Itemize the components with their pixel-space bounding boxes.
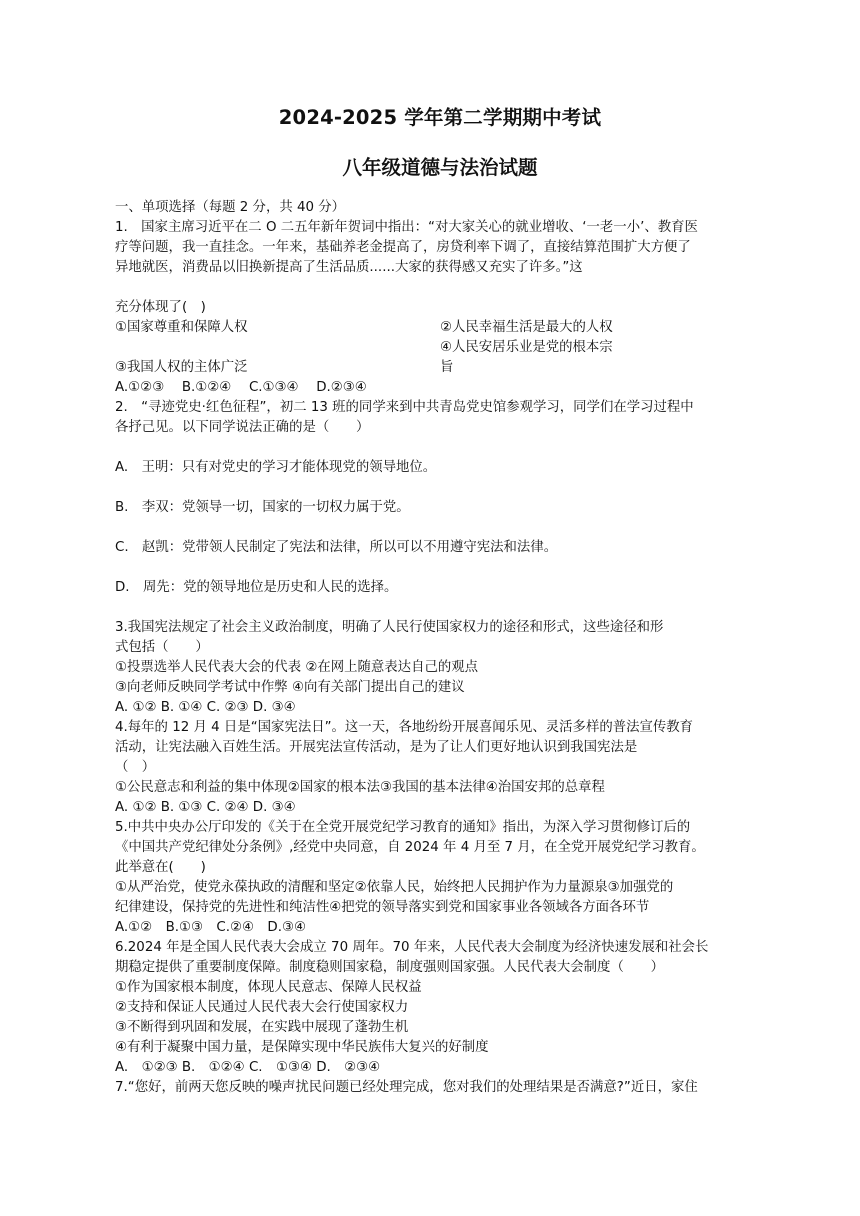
q4-stem-line-1: 4.每年的 12 月 4 日是“国家宪法日”。这一天，各地纷纷开展喜闻乐见、灵活多样的普法宣传教育 [115, 720, 694, 735]
q5-item-line-1: ①从严治党，使党永葆执政的清醒和坚定②依靠人民，始终把人民拥护作为力量源泉③加强党的 [115, 880, 674, 895]
q2-option-d: D. 周先：党的领导地位是历史和人民的选择。 [115, 580, 398, 595]
q3-stem-line-1: 3.我国宪法规定了社会主义政治制度，明确了人民行使国家权力的途径和形式，这些途径和形 [115, 620, 664, 635]
q7-stem-line-1: 7.“您好，前两天您反映的噪声扰民问题已经处理完成，您对我们的处理结果是否满意?”近日，家住 [115, 1080, 698, 1095]
q1-items-row-1 [115, 318, 765, 338]
q2-stem-line-1: 2. “寻迹党史·红色征程”，初二 13 班的同学来到中共青岛党史馆参观学习，同学们在学习过程中 [115, 400, 694, 415]
q5-stem-line-3: 此举意在( ) [115, 860, 206, 875]
q3-options: A. ①② B. ①④ C. ②③ D. ③④ [115, 700, 296, 715]
q4-options: A. ①② B. ①③ C. ②④ D. ③④ [115, 800, 296, 815]
q4-stem-line-2: 活动，让宪法融入百姓生活。开展宪法宣传活动，是为了让人们更好地认识到我国宪法是 [115, 740, 638, 755]
question-6 [115, 938, 765, 1078]
q1-stem-line-3: 异地就医，消费品以旧换新提高了生活品质......大家的获得感又充实了许多。”这 [115, 260, 583, 275]
question-3 [115, 618, 765, 718]
q1-stem-line-2: 疗等问题，我一直挂念。一年来，基础养老金提高了，房贷利率下调了，直接结算范围扩大方便了 [115, 240, 691, 255]
q1-item-1: ①国家尊重和保障人权 [115, 320, 248, 335]
q5-stem-line-2: 《中国共产党纪律处分条例》,经党中央同意，自 2024 年 4 月至 7 月，在全党开展党纪学习教育。 [115, 840, 705, 855]
q2-option-b: B. 李双：党领导一切，国家的一切权力属于党。 [115, 500, 410, 515]
q1-item-3: ③我国人权的主体广泛 [115, 360, 248, 375]
q6-item-line-2: ②支持和保证人民通过人民代表大会行使国家权力 [115, 1000, 409, 1015]
q1-stem-line-1: 1. 国家主席习近平在二 O 二五年新年贺词中指出：“对大家关心的就业增收、‘一老一小’、教育医 [115, 220, 698, 235]
q1-item-4-line-2: 旨 [440, 360, 454, 375]
q3-item-line-1: ①投票选举人民代表大会的代表 ②在网上随意表达自己的观点 [115, 660, 479, 675]
q1-item-4 [440, 338, 660, 378]
q1-stem-line-4: 充分体现了( ) [115, 300, 206, 315]
q5-item-line-2: 纪律建设，保持党的先进性和纯洁性④把党的领导落实到党和国家事业各领域各方面各环节 [115, 900, 650, 915]
q2-option-a: A. 王明：只有对党史的学习才能体现党的领导地位。 [115, 460, 437, 475]
question-2 [115, 398, 765, 618]
q2-stem-line-2: 各抒己见。以下同学说法正确的是（ ） [115, 420, 370, 435]
q4-stem-line-3: （ ） [115, 760, 156, 775]
q6-options: A. ①②③ B. ①②④ C. ①③④ D. ②③④ [115, 1060, 381, 1075]
q6-stem-line-1: 6.2024 年是全国人民代表大会成立 70 周年。70 年来，人民代表大会制度为经济快速发展和社会长 [115, 940, 709, 955]
question-5 [115, 818, 765, 938]
q4-item-line-1: ①公民意志和利益的集中体现②国家的根本法③我国的基本法律④治国安邦的总章程 [115, 780, 605, 795]
q1-item-2: ②人民幸福生活是最大的人权 [440, 320, 613, 335]
q6-item-line-3: ③不断得到巩固和发展，在实践中展现了蓬勃生机 [115, 1020, 409, 1035]
question-7 [115, 1078, 765, 1098]
q3-stem-line-2: 式包括（ ） [115, 640, 209, 655]
q5-options: A.①② B.①③ C.②④ D.③④ [115, 920, 307, 935]
exam-subtitle: 八年级道德与法治试题 [342, 156, 538, 179]
q1-item-4-line-1: ④人民安居乐业是党的根本宗 [440, 340, 613, 355]
exam-title: 2024-2025 学年第二学期期中考试 [278, 106, 602, 129]
exam-page [115, 96, 765, 1098]
question-1 [115, 218, 765, 398]
q1-items-row-2 [115, 338, 765, 378]
q3-item-line-2: ③向老师反映同学考试中作弊 ④向有关部门提出自己的建议 [115, 680, 465, 695]
q1-options: A.①②③ B.①②④ C.①③④ D.②③④ [115, 380, 367, 395]
question-4 [115, 718, 765, 818]
q6-item-line-1: ①作为国家根本制度，体现人民意志、保障人民权益 [115, 980, 422, 995]
q5-stem-line-1: 5.中共中央办公厅印发的《关于在全党开展党纪学习教育的通知》指出，为深入学习贯彻修订后的 [115, 820, 691, 835]
q2-option-c: C. 赵凯：党带领人民制定了宪法和法律，所以可以不用遵守宪法和法律。 [115, 540, 558, 555]
q6-stem-line-2: 期稳定提供了重要制度保障。制度稳则国家稳，制度强则国家强。人民代表大会制度（ ） [115, 960, 665, 975]
section-heading: 一、单项选择（每题 2 分，共 40 分） [115, 200, 346, 215]
q6-item-line-4: ④有利于凝聚中国力量，是保障实现中华民族伟大复兴的好制度 [115, 1040, 489, 1055]
